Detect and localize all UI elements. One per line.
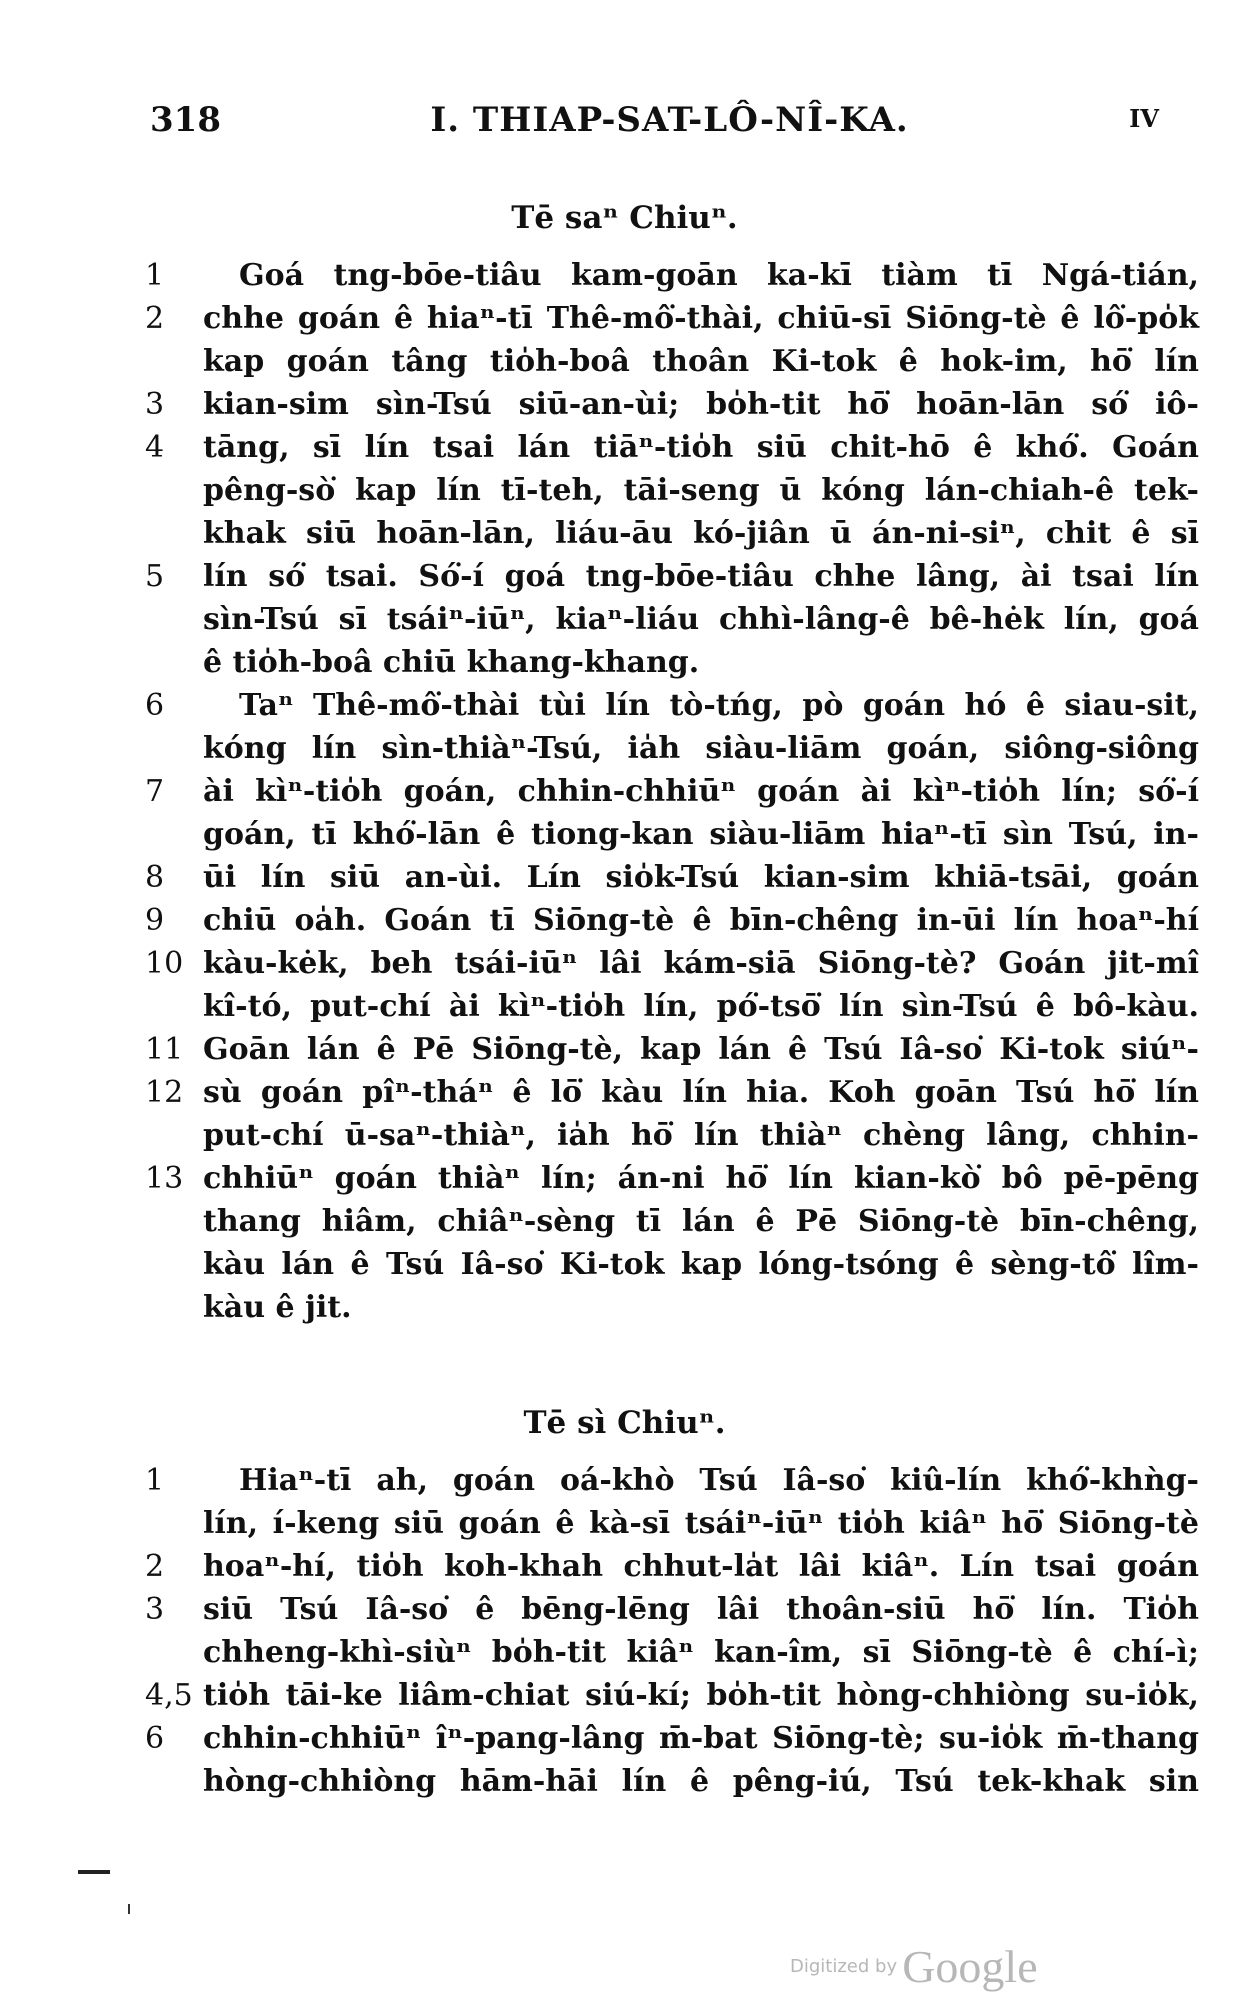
text-line xyxy=(145,426,1199,469)
text-line xyxy=(145,340,1199,383)
text-line xyxy=(145,1588,1199,1631)
line-text: hoaⁿ-hí, tio̍h koh-khah chhut-la̍t lâi kiâⁿ. Lín tsai goán xyxy=(203,1549,1199,1584)
line-text: ài kìⁿ-tio̍h goán, chhin-chhiūⁿ goán ài kìⁿ-tio̍h lín; só͘-í xyxy=(203,774,1199,809)
text-line xyxy=(145,512,1199,555)
line-text: tāng, sī lín tsai lán tiāⁿ-tio̍h siū chit-hō ê khó͘. Goán xyxy=(203,430,1199,465)
text-line xyxy=(145,1502,1199,1545)
verse-number: 13 xyxy=(145,1161,184,1196)
verse-number: 6 xyxy=(145,688,165,723)
text-line xyxy=(145,727,1199,770)
book-title: I. THIAP-SAT-LÔ-NÎ-KA. xyxy=(430,100,909,140)
line-text: put-chí ū-saⁿ-thiàⁿ, ia̍h hō͘ lín thiàⁿ chèng lâng, chhin- xyxy=(203,1118,1199,1153)
text-line xyxy=(145,985,1199,1028)
verse-number: 12 xyxy=(145,1075,184,1110)
line-text: kàu ê jit. xyxy=(203,1290,352,1325)
text-line xyxy=(145,1286,1195,1329)
line-text: Goān lán ê Pē Siōng-tè, kap lán ê Tsú Iâ-so͘ Ki-tok siúⁿ- xyxy=(203,1032,1199,1067)
running-header xyxy=(150,100,1189,140)
verse-number: 10 xyxy=(145,946,184,981)
line-text: kî-tó, put-chí ài kìⁿ-tio̍h lín, pó͘-tsō͘ lín sìn-Tsú ê bô-kàu. xyxy=(203,989,1199,1024)
text-line xyxy=(145,1459,1199,1502)
text-line xyxy=(145,297,1199,340)
line-text: ê tio̍h-boâ chiū khang-khang. xyxy=(203,645,700,680)
section-title: Tē saⁿ Chiuⁿ. xyxy=(511,200,738,236)
section-title: Tē sì Chiuⁿ. xyxy=(523,1405,726,1441)
verse-number: 1 xyxy=(145,1463,165,1498)
verse-number: 4,5 xyxy=(145,1678,193,1713)
text-line xyxy=(145,1028,1199,1071)
line-text: sìn-Tsú sī tsáiⁿ-iūⁿ, kiaⁿ-liáu chhì-lâng-ê bê-hėk lín, goá xyxy=(203,602,1199,637)
verse-number: 9 xyxy=(145,903,165,938)
line-text: sù goán pîⁿ-tháⁿ ê lō͘ kàu lín hia. Koh goān Tsú hō͘ lín xyxy=(203,1075,1199,1110)
line-text: kap goán tâng tio̍h-boâ thoân Ki-tok ê hok-im, hō͘ lín xyxy=(203,344,1199,379)
text-line xyxy=(145,555,1199,598)
text-line xyxy=(145,1200,1199,1243)
verse-number: 5 xyxy=(145,559,165,594)
page-number: 318 xyxy=(150,100,221,140)
text-block xyxy=(145,254,1199,1329)
verse-number: 4 xyxy=(145,430,165,465)
line-text: goán, tī khó͘-lān ê tiong-kan siàu-liām hiaⁿ-tī sìn Tsú, in- xyxy=(203,817,1199,852)
line-text: lín, í-keng siū goán ê kà-sī tsáiⁿ-iūⁿ tio̍h kiâⁿ hō͘ Siōng-tè xyxy=(203,1506,1199,1541)
line-text: Hiaⁿ-tī ah, goán oá-khò Tsú Iâ-so͘ kiû-lín khó͘-khǹg- xyxy=(239,1463,1199,1498)
line-text: kàu lán ê Tsú Iâ-so͘ Ki-tok kap lóng-tsóng ê sèng-tô͘ lîm- xyxy=(203,1247,1199,1282)
verse-number: 1 xyxy=(145,258,165,293)
line-text: hòng-chhiòng hām-hāi lín ê pêng-iú, Tsú tek-khak sin xyxy=(203,1764,1199,1799)
text-line xyxy=(145,1545,1199,1588)
verse-number: 3 xyxy=(145,387,165,422)
line-text: kàu-kėk, beh tsái-iūⁿ lâi kám-siā Siōng-tè? Goán jit-mî xyxy=(203,946,1199,981)
text-line xyxy=(145,254,1199,297)
text-line xyxy=(145,1243,1199,1286)
line-text: chheng-khì-siùⁿ bo̍h-tit kiâⁿ kan-îm, sī Siōng-tè ê chí-ì; xyxy=(203,1635,1199,1670)
line-text: chhe goán ê hiaⁿ-tī Thê-mô͘-thài, chiū-sī Siōng-tè ê lô͘-po̍k xyxy=(203,301,1199,336)
text-line xyxy=(145,1631,1199,1674)
text-line xyxy=(145,899,1199,942)
text-line xyxy=(145,684,1199,727)
text-line xyxy=(145,856,1199,899)
text-block xyxy=(145,1459,1199,1803)
line-text: chhin-chhiūⁿ îⁿ-pang-lâng m̄-bat Siōng-tè; su-io̍k m̄-thang xyxy=(203,1721,1199,1756)
text-line xyxy=(145,383,1199,426)
digitization-watermark xyxy=(790,1940,1038,1993)
line-text: ūi lín siū an-ùi. Lín sio̍k-Tsú kian-sim khiā-tsāi, goán xyxy=(203,860,1199,895)
verse-number: 7 xyxy=(145,774,165,809)
line-text: tio̍h tāi-ke liâm-chiat siú-kí; bo̍h-tit hòng-chhiòng su-io̍k, xyxy=(203,1678,1199,1713)
line-text: chhiūⁿ goán thiàⁿ lín; án-ni hō͘ lín kian-kò͘ bô pē-pēng xyxy=(203,1161,1199,1196)
line-text: Taⁿ Thê-mô͘-thài tùi lín tò-tńg, pò goán hó ê siau-sit, xyxy=(239,688,1199,723)
line-text: thang hiâm, chiâⁿ-sèng tī lán ê Pē Siōng-tè bīn-chêng, xyxy=(203,1204,1199,1239)
verse-number: 8 xyxy=(145,860,165,895)
chapter-marker: IV xyxy=(1129,104,1159,133)
line-text: chiū oa̍h. Goán tī Siōng-tè ê bīn-chêng in-ūi lín hoaⁿ-hí xyxy=(203,903,1199,938)
text-line xyxy=(145,1717,1199,1760)
text-line xyxy=(145,1674,1199,1717)
line-text: siū Tsú Iâ-so͘ ê bēng-lēng lâi thoân-siū hō͘ lín. Tio̍h xyxy=(203,1592,1199,1627)
watermark-prefix: Digitized by xyxy=(790,1956,898,1977)
text-line xyxy=(145,1114,1199,1157)
margin-mark xyxy=(128,1904,130,1914)
line-text: pêng-sò͘ kap lín tī-teh, tāi-seng ū kóng lán-chiah-ê tek- xyxy=(203,473,1199,508)
text-line xyxy=(145,942,1199,985)
line-text: kian-sim sìn-Tsú siū-an-ùi; bo̍h-tit hō͘ hoān-lān só͘ iô- xyxy=(203,387,1199,422)
line-text: kóng lín sìn-thiàⁿ-Tsú, ia̍h siàu-liām goán, siông-siông xyxy=(203,731,1199,766)
verse-number: 2 xyxy=(145,1549,165,1584)
line-text: khak siū hoān-lān, liáu-āu kó-jiân ū án-ni-siⁿ, chit ê sī xyxy=(203,516,1199,551)
verse-number: 6 xyxy=(145,1721,165,1756)
google-logo: Google xyxy=(902,1941,1038,1992)
verse-number: 2 xyxy=(145,301,165,336)
text-line xyxy=(145,1760,1199,1803)
verse-number: 3 xyxy=(145,1592,165,1627)
verse-number: 11 xyxy=(145,1032,184,1067)
text-line xyxy=(145,641,1195,684)
text-line xyxy=(145,813,1199,856)
text-line xyxy=(145,1071,1199,1114)
line-text: Goá tng-bōe-tiâu kam-goān ka-kī tiàm tī Ngá-tián, xyxy=(239,258,1199,293)
margin-mark xyxy=(78,1870,110,1874)
text-line xyxy=(145,469,1199,512)
line-text: lín só͘ tsai. Só͘-í goá tng-bōe-tiâu chhe lâng, ài tsai lín xyxy=(203,559,1199,594)
text-line xyxy=(145,598,1199,641)
text-line xyxy=(145,770,1199,813)
text-line xyxy=(145,1157,1199,1200)
